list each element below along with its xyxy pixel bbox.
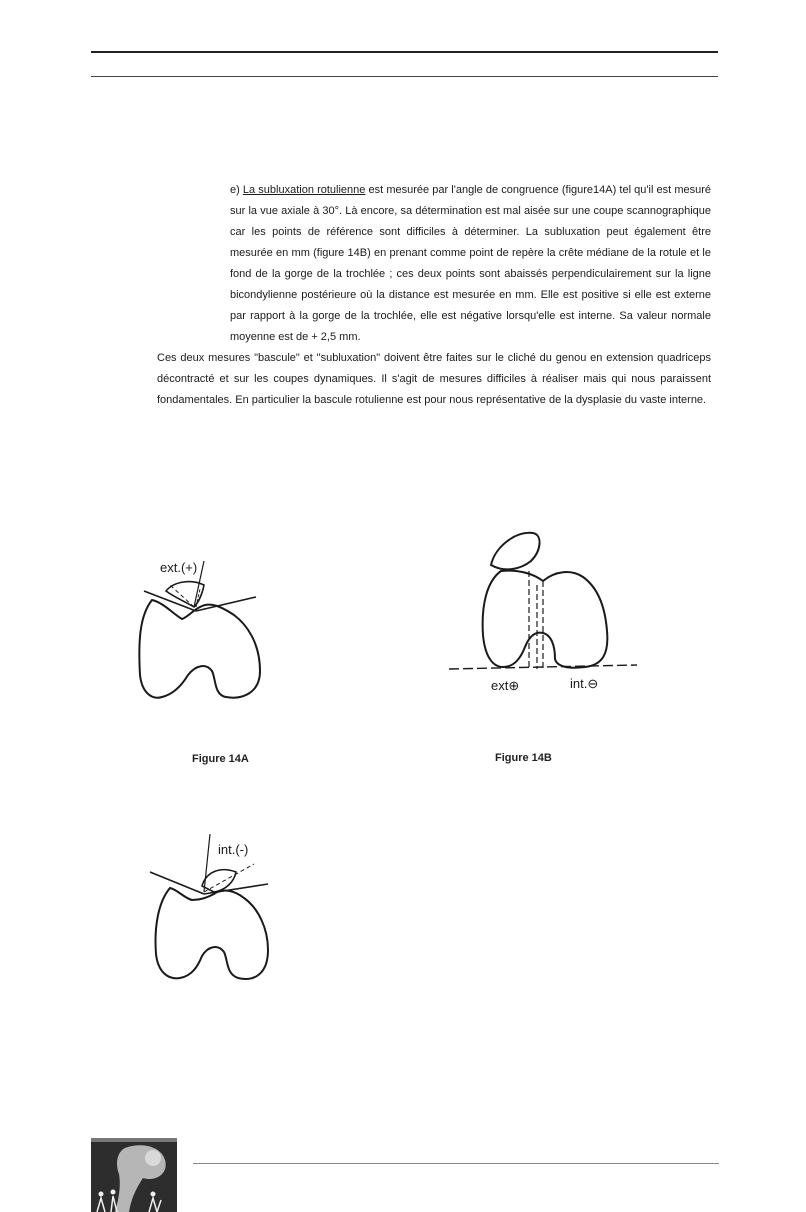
caption-figure-14a: Figure 14A <box>192 753 249 765</box>
label-int-minus: int.(-) <box>218 842 249 857</box>
header-rule-bottom <box>91 76 718 77</box>
label-ext-positive: ext⊕ <box>491 678 520 693</box>
paragraph-subluxation <box>157 180 711 348</box>
paragraph-lead: e) <box>230 184 243 196</box>
knee-xray-logo-icon <box>91 1138 177 1212</box>
figure-14a-int <box>140 828 290 993</box>
paragraph-subluxation-rest: est mesurée par l'angle de congruence (figure14A) tel qu'il est mesuré sur la vue axiale à 30°. Là encore, sa détermination est mal aisée sur une coupe scannographique car les points de référence sont difficiles à déterminer. La subluxation peut également être mesurée en mm (figure 14B) en prenant comme point de repère la crête médiane de la rotule et le fond de la gorge de la trochlée ; ces deux points sont abaissés perpendiculairement sur la ligne bicondylienne postérieure où la distance est mesurée en mm. Elle est positive si elle est externe par rapport à la gorge de la trochlée, elle est négative lorsqu'elle est interne. Sa valeur normale moyenne est de + 2,5 mm. <box>230 184 712 343</box>
caption-figure-14b: Figure 14B <box>495 752 552 764</box>
body-text <box>157 180 711 411</box>
knee-diagram-int <box>140 828 290 993</box>
footer-rule <box>193 1163 719 1164</box>
header-rule-top <box>91 51 718 53</box>
figure-14a-ext <box>130 545 280 715</box>
term-subluxation-rotulienne: La subluxation rotulienne <box>242 184 366 196</box>
knee-diagram-ext <box>130 545 280 715</box>
label-int-negative: int.⊖ <box>570 676 599 691</box>
figure-14b <box>445 525 645 700</box>
label-ext-plus: ext.(+) <box>160 560 198 575</box>
publisher-logo <box>91 1138 177 1212</box>
paragraph-mesures: Ces deux mesures "bascule" et "subluxation" doivent être faites sur le cliché du genou en extension quadriceps décontracté et sur les coupes dynamiques. Il s'agit de mesures difficiles à réaliser mais qui nous paraissent fondamentales. En particulier la bascule rotulienne est pour nous représentative de la dysplasie du vaste interne. <box>157 352 711 406</box>
knee-diagram-14b <box>445 525 645 700</box>
